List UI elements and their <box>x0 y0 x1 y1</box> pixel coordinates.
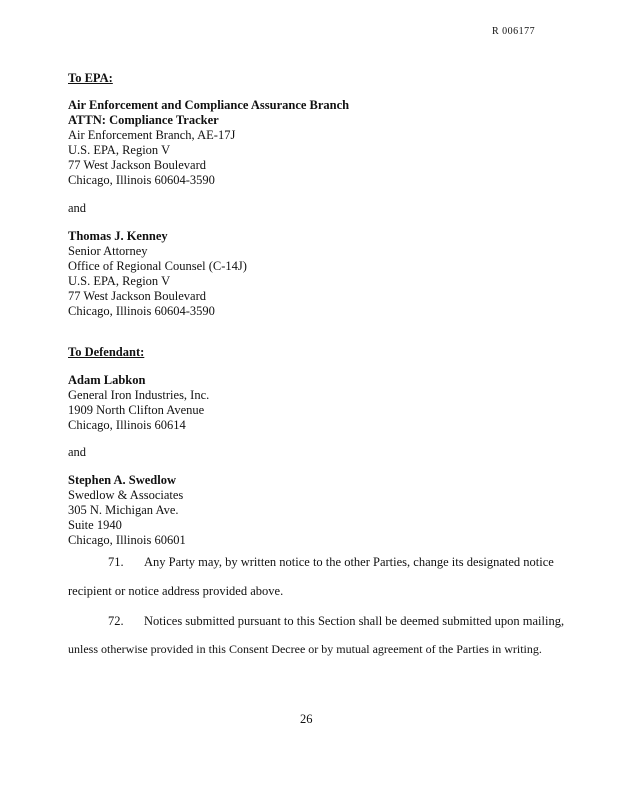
epa-heading: To EPA: <box>68 71 113 85</box>
defendant-heading: To Defendant: <box>68 345 145 359</box>
bates-number: R 006177 <box>492 26 536 37</box>
epa-connector: and <box>68 201 87 215</box>
defendant-recipient1-address-line: 1909 North Clifton Avenue <box>68 403 205 417</box>
epa-address-line: U.S. EPA, Region V <box>68 143 171 157</box>
paragraph-number: 72. <box>108 614 124 628</box>
paragraph-line: unless otherwise provided in this Consent Decree or by mutual agreement of the Parties in writing. <box>68 642 542 656</box>
defendant-recipient2-address-line: 305 N. Michigan Ave. <box>68 503 179 517</box>
epa-address-line: Air Enforcement Branch, AE-17J <box>68 128 236 142</box>
epa-recipient2-address-line: Chicago, Illinois 60604-3590 <box>68 304 215 318</box>
epa-recipient2-address-line: U.S. EPA, Region V <box>68 274 171 288</box>
defendant-recipient1-address-line: General Iron Industries, Inc. <box>68 388 210 402</box>
epa-recipient2-address-line: 77 West Jackson Boulevard <box>68 289 206 303</box>
epa-org-line1: Air Enforcement and Compliance Assurance Branch <box>68 98 350 112</box>
epa-recipient2-address-line: Senior Attorney <box>68 244 148 258</box>
defendant-connector: and <box>68 445 87 459</box>
epa-recipient2-address-line: Office of Regional Counsel (C-14J) <box>68 259 247 273</box>
paragraph-line: recipient or notice address provided above. <box>68 584 284 598</box>
defendant-recipient1-name: Adam Labkon <box>68 373 146 387</box>
defendant-recipient2-name: Stephen A. Swedlow <box>68 473 177 487</box>
epa-org-line2: ATTN: Compliance Tracker <box>68 113 219 127</box>
epa-recipient2-name: Thomas J. Kenney <box>68 229 168 243</box>
paragraph-line: Notices submitted pursuant to this Section shall be deemed submitted upon mailing, <box>144 614 565 628</box>
defendant-recipient2-address-line: Chicago, Illinois 60601 <box>68 533 186 547</box>
defendant-recipient2-address-line: Swedlow & Associates <box>68 488 184 502</box>
defendant-recipient2-address-line: Suite 1940 <box>68 518 122 532</box>
paragraph-line: Any Party may, by written notice to the other Parties, change its designated notice <box>144 555 554 569</box>
defendant-recipient1-address-line: Chicago, Illinois 60614 <box>68 418 186 432</box>
page-number: 26 <box>300 712 313 726</box>
paragraph-number: 71. <box>108 555 124 569</box>
epa-address-line: 77 West Jackson Boulevard <box>68 158 206 172</box>
epa-address-line: Chicago, Illinois 60604-3590 <box>68 173 215 187</box>
